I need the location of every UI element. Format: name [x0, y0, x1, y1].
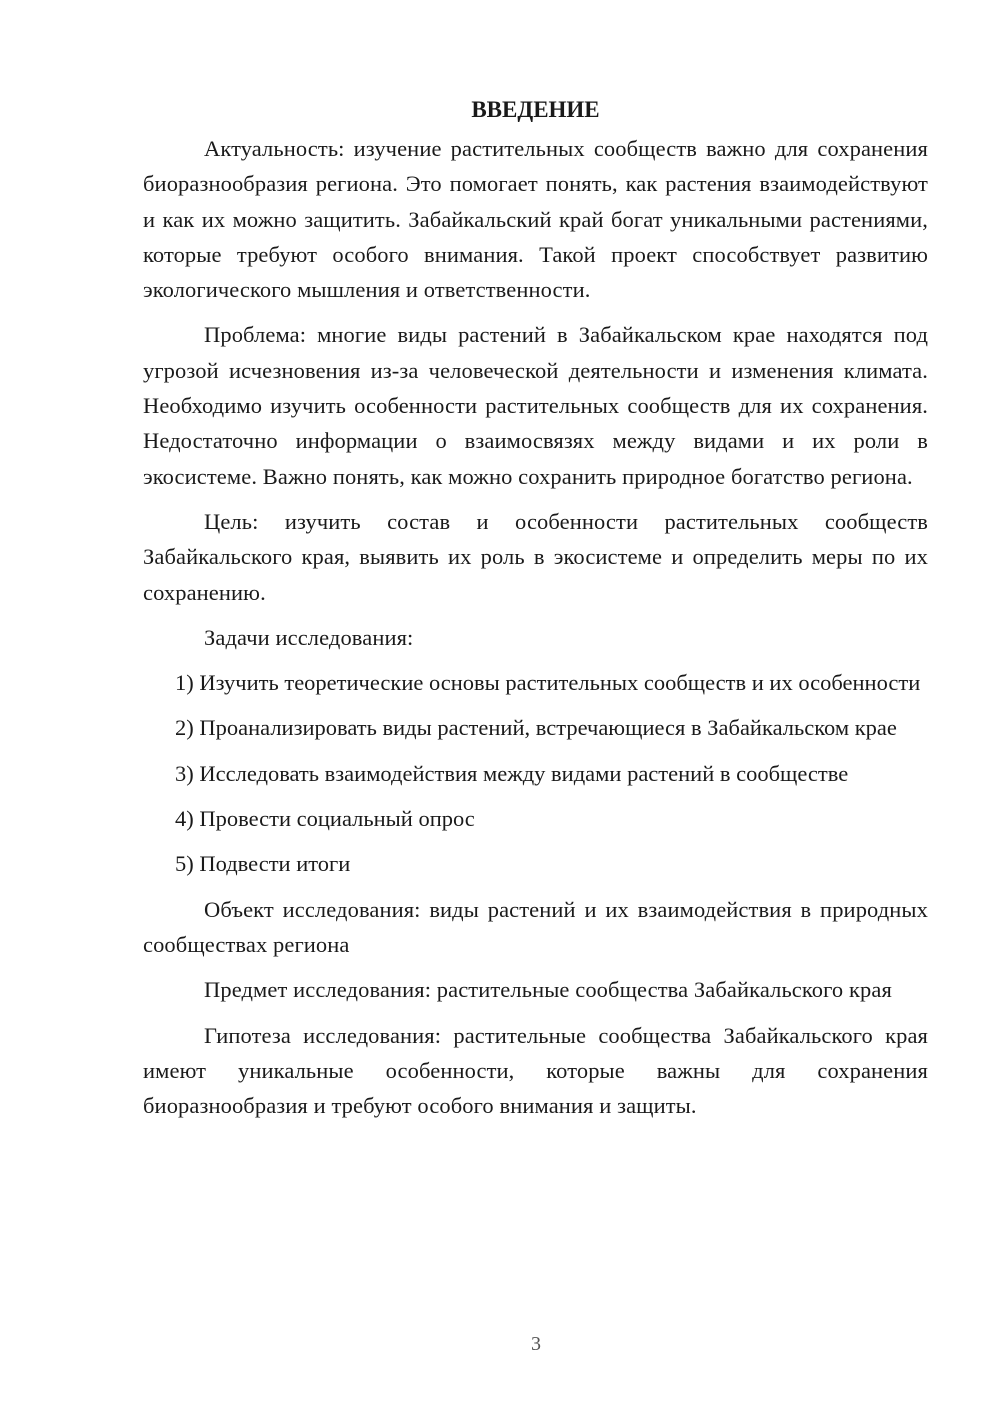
task-item-5: 5) Подвести итоги — [175, 851, 351, 877]
document-page — [143, 92, 928, 1133]
section-heading: ВВЕДЕНИЕ — [471, 97, 600, 122]
paragraph-object: Объект исследования: виды растений и их взаимодействия в природных сообществах региона — [143, 896, 928, 957]
task-item-4: 4) Провести социальный опрос — [175, 806, 475, 832]
paragraph-subject: Предмет исследования: растительные сообщества Забайкальского края — [204, 977, 892, 1003]
paragraph-relevance: Актуальность: изучение растительных сообществ важно для сохранения биоразнообразия региона. Это помогает понять, как растения взаимодействуют и как их можно защитить. Забайкальский край богат уникальными растениями, которые требуют особого внимания. Такой проект способствует развитию экологического мышления и ответственности. — [143, 136, 928, 303]
paragraph-goal: Цель: изучить состав и особенности растительных сообществ Забайкальского края, выявить их роль в экосистеме и определить меры по их сохранению. — [143, 508, 928, 605]
page-number: 3 — [531, 1333, 541, 1355]
paragraph-tasks-heading: Задачи исследования: — [204, 624, 414, 650]
task-item-3: 3) Исследовать взаимодействия между видами растений в сообществе — [175, 760, 849, 786]
paragraph-problem: Проблема: многие виды растений в Забайкальском крае находятся под угрозой исчезновения из-за человеческой деятельности и изменения климата. Необходимо изучить особенности растительных сообществ для их сохранения. Недостаточно информации о взаимосвязях между видами и их роли в экосистеме. Важно понять, как можно сохранить природное богатство региона. — [143, 322, 928, 489]
task-item-1: 1) Изучить теоретические основы растительных сообществ и их особенности — [175, 670, 921, 696]
task-item-2: 2) Проанализировать виды растений, встречающиеся в Забайкальском крае — [175, 715, 897, 741]
paragraph-hypothesis: Гипотеза исследования: растительные сообщества Забайкальского края имеют уникальные особенности, которые важны для сохранения биоразнообразия и требуют особого внимания и защиты. — [143, 1022, 928, 1119]
